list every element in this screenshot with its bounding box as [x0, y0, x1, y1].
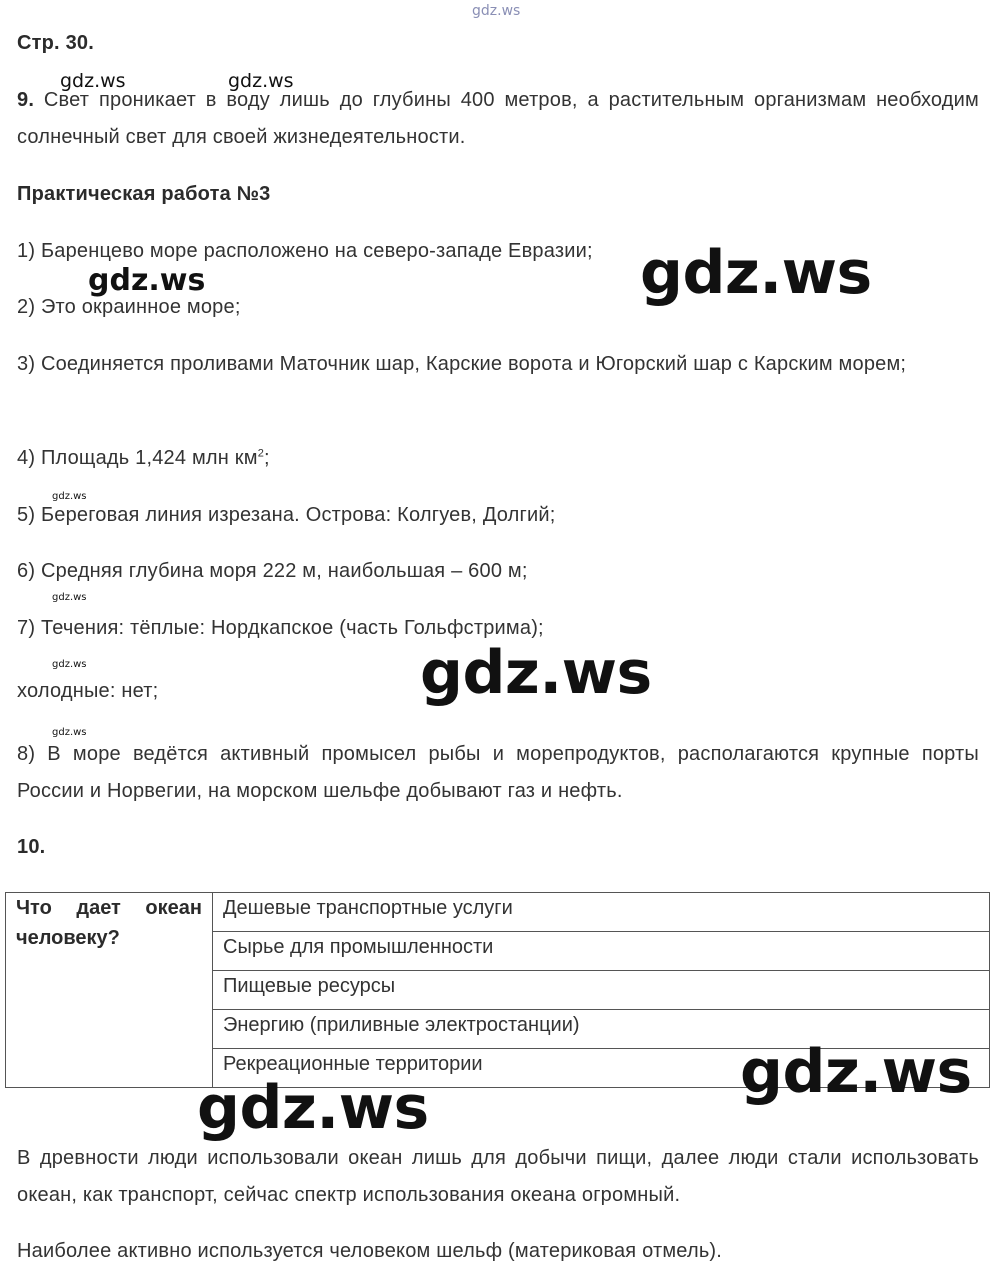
question-9-number: 9. — [17, 89, 35, 111]
practical-item-5: 5) Береговая линия изрезана. Острова: Колгуев, Долгий; — [17, 504, 556, 526]
watermark-large: gdz.ws — [740, 1037, 972, 1107]
table-answer-cell: Пищевые ресурсы — [213, 971, 990, 1010]
practical-item-4-superscript: 2 — [257, 447, 265, 460]
practical-item-7: 7) Течения: тёплые: Нордкапское (часть Гольфстрима); — [17, 617, 544, 639]
practical-item-6: 6) Средняя глубина моря 222 м, наибольшая – 600 м; — [17, 560, 528, 582]
table-answer-cell: Дешевые транспортные услуги — [213, 893, 990, 932]
table-answer-cell: Сырье для промышленности — [213, 932, 990, 971]
watermark-tiny: gdz.ws — [52, 592, 87, 603]
table-question-cell: Что дает океан человеку? — [6, 893, 213, 1088]
page-reference: Стр. 30. — [17, 32, 94, 54]
practical-item-8: 8) В море ведётся активный промысел рыбы и морепродуктов, располагаются крупные порты России и Норвегии, на морском шельфе добывают газ и нефть. — [17, 743, 979, 802]
practical-item-2: 2) Это окраинное море; — [17, 296, 241, 318]
practical-item-4-end: ; — [264, 447, 270, 469]
question-9 — [17, 82, 979, 156]
watermark-medium: gdz.ws — [88, 263, 206, 298]
practical-work-title: Практическая работа №3 — [17, 183, 271, 205]
watermark-large: gdz.ws — [420, 638, 652, 708]
watermark-small: gdz.ws — [60, 70, 126, 92]
watermark-small: gdz.ws — [228, 70, 294, 92]
watermark-top: gdz.ws — [472, 3, 521, 19]
table-row — [6, 893, 990, 932]
watermark-tiny: gdz.ws — [52, 491, 87, 502]
practical-item-4 — [17, 440, 979, 477]
watermark-tiny: gdz.ws — [52, 659, 87, 670]
question-10-number: 10. — [17, 836, 46, 858]
practical-item-4-text: 4) Площадь 1,424 млн км — [17, 447, 258, 469]
practical-item-1: 1) Баренцево море расположено на северо-западе Евразии; — [17, 240, 593, 262]
watermark-tiny: gdz.ws — [52, 727, 87, 738]
table-answer-cell: Энергию (приливные электростанции) — [213, 1010, 990, 1049]
table-answer-cell: Рекреационные территории — [213, 1049, 990, 1088]
watermark-large: gdz.ws — [640, 238, 872, 308]
practical-item-7-cold: холодные: нет; — [17, 680, 159, 702]
question-10-paragraph-2: Наиболее активно используется человеком шельф (материковая отмель). — [17, 1240, 723, 1262]
question-10-paragraph-1: В древности люди использовали океан лишь для добычи пищи, далее люди стали использовать океан, как транспорт, сейчас спектр использования океана огромный. — [17, 1147, 979, 1206]
question-9-text: Свет проникает в воду лишь до глубины 400 метров, а растительным организмам необходим солнечный свет для своей жизнедеятельности. — [17, 89, 979, 148]
practical-item-3: 3) Соединяется проливами Маточник шар, Карские ворота и Югорский шар с Карским морем; — [17, 353, 907, 375]
watermark-large: gdz.ws — [197, 1073, 429, 1143]
